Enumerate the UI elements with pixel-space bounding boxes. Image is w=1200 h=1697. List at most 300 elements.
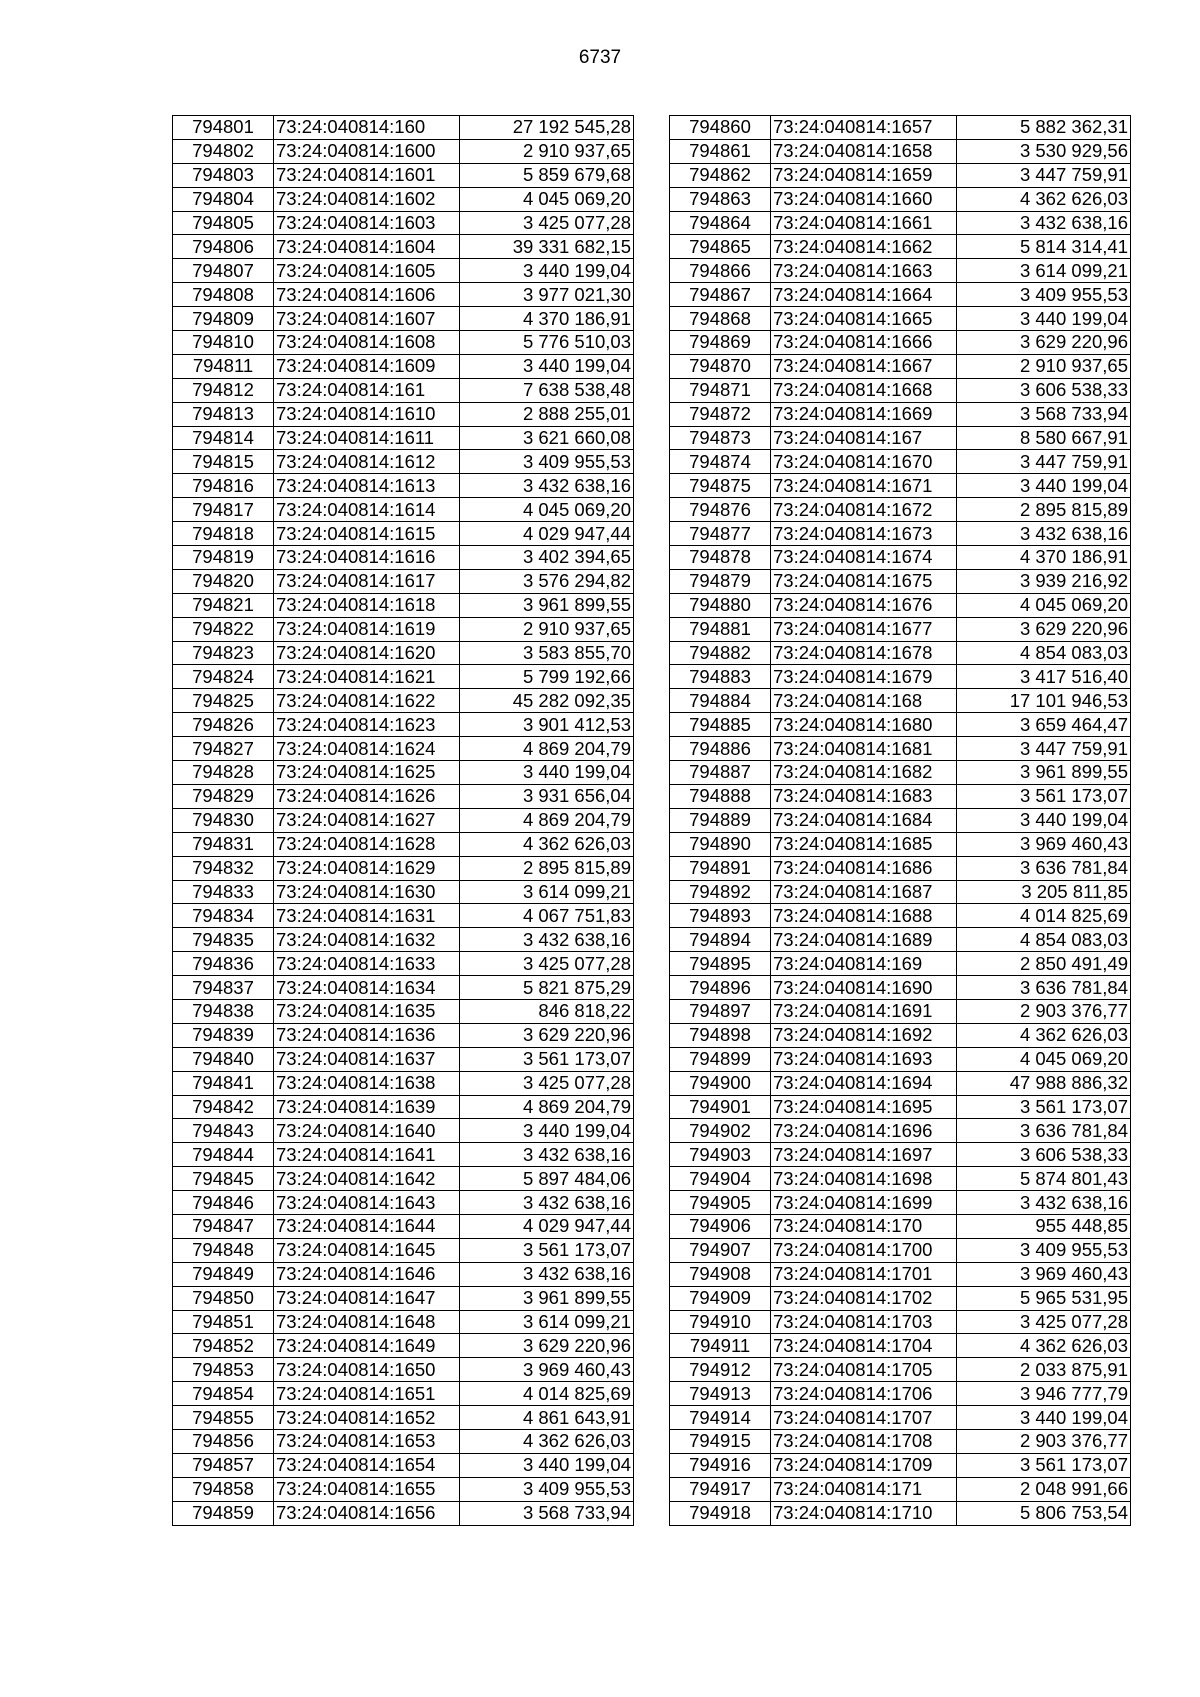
- cadastral-number-cell: 73:24:040814:1680: [771, 713, 957, 737]
- row-number-cell: 794898: [670, 1023, 771, 1047]
- value-cell: 5 882 362,31: [957, 116, 1131, 140]
- value-cell: 3 417 516,40: [957, 665, 1131, 689]
- cadastral-number-cell: 73:24:040814:1636: [274, 1023, 460, 1047]
- value-cell: 2 910 937,65: [460, 617, 634, 641]
- row-number-cell: 794881: [670, 617, 771, 641]
- cadastral-number-cell: 73:24:040814:1602: [274, 187, 460, 211]
- value-cell: 3 440 199,04: [460, 259, 634, 283]
- table-row: [670, 1023, 1131, 1047]
- table-row: [670, 426, 1131, 450]
- cadastral-number-cell: 73:24:040814:1616: [274, 546, 460, 570]
- row-number-cell: 794879: [670, 569, 771, 593]
- table-row: [173, 498, 634, 522]
- value-cell: 3 969 460,43: [957, 1262, 1131, 1286]
- value-cell: 2 903 376,77: [957, 1429, 1131, 1453]
- table-row: [670, 904, 1131, 928]
- cadastral-number-cell: 73:24:040814:1627: [274, 808, 460, 832]
- value-cell: 4 014 825,69: [460, 1382, 634, 1406]
- table-row: [173, 1238, 634, 1262]
- value-cell: 4 869 204,79: [460, 1095, 634, 1119]
- table-row: [670, 1238, 1131, 1262]
- cadastral-number-cell: 73:24:040814:1676: [771, 593, 957, 617]
- row-number-cell: 794868: [670, 307, 771, 331]
- cadastral-number-cell: 73:24:040814:1692: [771, 1023, 957, 1047]
- value-cell: 4 854 083,03: [957, 928, 1131, 952]
- table-row: [173, 1214, 634, 1238]
- cadastral-number-cell: 73:24:040814:1607: [274, 307, 460, 331]
- value-cell: 4 869 204,79: [460, 737, 634, 761]
- value-cell: 17 101 946,53: [957, 689, 1131, 713]
- value-cell: 2 033 875,91: [957, 1358, 1131, 1382]
- row-number-cell: 794893: [670, 904, 771, 928]
- cadastral-number-cell: 73:24:040814:1675: [771, 569, 957, 593]
- cadastral-number-cell: 73:24:040814:1619: [274, 617, 460, 641]
- value-cell: 5 799 192,66: [460, 665, 634, 689]
- row-number-cell: 794846: [173, 1191, 274, 1215]
- row-number-cell: 794818: [173, 522, 274, 546]
- value-cell: 7 638 538,48: [460, 378, 634, 402]
- value-cell: 3 205 811,85: [957, 880, 1131, 904]
- value-cell: 3 606 538,33: [957, 1143, 1131, 1167]
- cadastral-table-left: [172, 115, 634, 1526]
- row-number-cell: 794888: [670, 784, 771, 808]
- value-cell: 2 895 815,89: [957, 498, 1131, 522]
- row-number-cell: 794867: [670, 283, 771, 307]
- value-cell: 2 850 491,49: [957, 952, 1131, 976]
- cadastral-number-cell: 73:24:040814:1648: [274, 1310, 460, 1334]
- table-row: [173, 617, 634, 641]
- cadastral-number-cell: 73:24:040814:1639: [274, 1095, 460, 1119]
- value-cell: 3 561 173,07: [957, 1453, 1131, 1477]
- table-row: [670, 1214, 1131, 1238]
- cadastral-number-cell: 73:24:040814:1682: [771, 761, 957, 785]
- value-cell: 955 448,85: [957, 1214, 1131, 1238]
- table-row: [670, 1262, 1131, 1286]
- table-row: [173, 593, 634, 617]
- row-number-cell: 794840: [173, 1047, 274, 1071]
- table-row: [670, 1047, 1131, 1071]
- table-row: [173, 1191, 634, 1215]
- cadastral-number-cell: 73:24:040814:1665: [771, 307, 957, 331]
- value-cell: 5 897 484,06: [460, 1167, 634, 1191]
- table-row: [173, 211, 634, 235]
- cadastral-number-cell: 73:24:040814:1658: [771, 139, 957, 163]
- row-number-cell: 794813: [173, 402, 274, 426]
- table-row: [670, 808, 1131, 832]
- value-cell: 4 854 083,03: [957, 641, 1131, 665]
- table-row: [670, 1453, 1131, 1477]
- table-row: [670, 450, 1131, 474]
- table-body-right: [670, 116, 1131, 1526]
- table-row: [173, 1453, 634, 1477]
- table-row: [670, 593, 1131, 617]
- cadastral-number-cell: 73:24:040814:1663: [771, 259, 957, 283]
- table-row: [173, 331, 634, 355]
- table-row: [173, 426, 634, 450]
- cadastral-number-cell: 73:24:040814:1671: [771, 474, 957, 498]
- row-number-cell: 794833: [173, 880, 274, 904]
- value-cell: 3 561 173,07: [460, 1238, 634, 1262]
- value-cell: 4 362 626,03: [957, 1334, 1131, 1358]
- cadastral-number-cell: 73:24:040814:1695: [771, 1095, 957, 1119]
- cadastral-number-cell: 73:24:040814:1631: [274, 904, 460, 928]
- row-number-cell: 794839: [173, 1023, 274, 1047]
- value-cell: 4 045 069,20: [957, 593, 1131, 617]
- table-row: [670, 761, 1131, 785]
- value-cell: 5 814 314,41: [957, 235, 1131, 259]
- table-row: [173, 1406, 634, 1430]
- cadastral-number-cell: 73:24:040814:1652: [274, 1406, 460, 1430]
- row-number-cell: 794856: [173, 1429, 274, 1453]
- cadastral-number-cell: 73:24:040814:1662: [771, 235, 957, 259]
- row-number-cell: 794886: [670, 737, 771, 761]
- page-number: 6737: [578, 47, 622, 68]
- value-cell: 4 045 069,20: [460, 498, 634, 522]
- table-row: [173, 474, 634, 498]
- table-row: [173, 784, 634, 808]
- cadastral-number-cell: 73:24:040814:1667: [771, 354, 957, 378]
- row-number-cell: 794845: [173, 1167, 274, 1191]
- table-row: [173, 259, 634, 283]
- row-number-cell: 794801: [173, 116, 274, 140]
- value-cell: 4 045 069,20: [957, 1047, 1131, 1071]
- value-cell: 3 432 638,16: [957, 211, 1131, 235]
- row-number-cell: 794817: [173, 498, 274, 522]
- table-row: [670, 856, 1131, 880]
- cadastral-number-cell: 73:24:040814:1628: [274, 832, 460, 856]
- value-cell: 3 568 733,94: [460, 1501, 634, 1525]
- table-row: [173, 1334, 634, 1358]
- cadastral-number-cell: 73:24:040814:1643: [274, 1191, 460, 1215]
- row-number-cell: 794903: [670, 1143, 771, 1167]
- table-row: [173, 665, 634, 689]
- row-number-cell: 794913: [670, 1382, 771, 1406]
- cadastral-number-cell: 73:24:040814:1708: [771, 1429, 957, 1453]
- cadastral-number-cell: 73:24:040814:1698: [771, 1167, 957, 1191]
- table-row: [173, 952, 634, 976]
- row-number-cell: 794827: [173, 737, 274, 761]
- cadastral-number-cell: 73:24:040814:1610: [274, 402, 460, 426]
- row-number-cell: 794863: [670, 187, 771, 211]
- value-cell: 4 861 643,91: [460, 1406, 634, 1430]
- row-number-cell: 794843: [173, 1119, 274, 1143]
- row-number-cell: 794906: [670, 1214, 771, 1238]
- cadastral-number-cell: 73:24:040814:1646: [274, 1262, 460, 1286]
- value-cell: 2 910 937,65: [957, 354, 1131, 378]
- value-cell: 3 576 294,82: [460, 569, 634, 593]
- table-row: [173, 1023, 634, 1047]
- value-cell: 3 409 955,53: [957, 283, 1131, 307]
- row-number-cell: 794912: [670, 1358, 771, 1382]
- cadastral-number-cell: 73:24:040814:1633: [274, 952, 460, 976]
- row-number-cell: 794892: [670, 880, 771, 904]
- row-number-cell: 794838: [173, 999, 274, 1023]
- value-cell: 3 561 173,07: [460, 1047, 634, 1071]
- value-cell: 47 988 886,32: [957, 1071, 1131, 1095]
- value-cell: 3 969 460,43: [460, 1358, 634, 1382]
- value-cell: 5 806 753,54: [957, 1501, 1131, 1525]
- cadastral-number-cell: 73:24:040814:1623: [274, 713, 460, 737]
- cadastral-number-cell: 73:24:040814:171: [771, 1477, 957, 1501]
- cadastral-number-cell: 73:24:040814:1611: [274, 426, 460, 450]
- row-number-cell: 794862: [670, 163, 771, 187]
- value-cell: 3 440 199,04: [957, 307, 1131, 331]
- row-number-cell: 794823: [173, 641, 274, 665]
- table-row: [173, 1310, 634, 1334]
- cadastral-number-cell: 73:24:040814:1651: [274, 1382, 460, 1406]
- table-row: [670, 378, 1131, 402]
- cadastral-number-cell: 73:24:040814:1650: [274, 1358, 460, 1382]
- cadastral-number-cell: 73:24:040814:1637: [274, 1047, 460, 1071]
- cadastral-number-cell: 73:24:040814:169: [771, 952, 957, 976]
- value-cell: 3 440 199,04: [957, 1406, 1131, 1430]
- value-cell: 3 440 199,04: [460, 761, 634, 785]
- table-row: [670, 737, 1131, 761]
- row-number-cell: 794858: [173, 1477, 274, 1501]
- row-number-cell: 794866: [670, 259, 771, 283]
- cadastral-number-cell: 73:24:040814:1686: [771, 856, 957, 880]
- value-cell: 5 776 510,03: [460, 331, 634, 355]
- cadastral-number-cell: 73:24:040814:1620: [274, 641, 460, 665]
- value-cell: 3 969 460,43: [957, 832, 1131, 856]
- value-cell: 4 362 626,03: [957, 1023, 1131, 1047]
- row-number-cell: 794844: [173, 1143, 274, 1167]
- row-number-cell: 794883: [670, 665, 771, 689]
- value-cell: 3 901 412,53: [460, 713, 634, 737]
- cadastral-table-right: [669, 115, 1131, 1526]
- table-row: [173, 116, 634, 140]
- value-cell: 3 629 220,96: [460, 1023, 634, 1047]
- row-number-cell: 794812: [173, 378, 274, 402]
- row-number-cell: 794809: [173, 307, 274, 331]
- value-cell: 3 440 199,04: [460, 1119, 634, 1143]
- cadastral-number-cell: 73:24:040814:1603: [274, 211, 460, 235]
- table-row: [173, 1143, 634, 1167]
- cadastral-number-cell: 73:24:040814:1635: [274, 999, 460, 1023]
- row-number-cell: 794869: [670, 331, 771, 355]
- cadastral-number-cell: 73:24:040814:1696: [771, 1119, 957, 1143]
- row-number-cell: 794819: [173, 546, 274, 570]
- cadastral-number-cell: 73:24:040814:1647: [274, 1286, 460, 1310]
- cadastral-number-cell: 73:24:040814:1688: [771, 904, 957, 928]
- row-number-cell: 794806: [173, 235, 274, 259]
- table-row: [173, 1262, 634, 1286]
- row-number-cell: 794842: [173, 1095, 274, 1119]
- table-row: [173, 904, 634, 928]
- value-cell: 3 447 759,91: [957, 163, 1131, 187]
- value-cell: 2 910 937,65: [460, 139, 634, 163]
- table-row: [670, 928, 1131, 952]
- value-cell: 3 568 733,94: [957, 402, 1131, 426]
- cadastral-number-cell: 73:24:040814:1654: [274, 1453, 460, 1477]
- cadastral-number-cell: 73:24:040814:1707: [771, 1406, 957, 1430]
- table-row: [670, 1095, 1131, 1119]
- row-number-cell: 794855: [173, 1406, 274, 1430]
- table-row: [670, 1167, 1131, 1191]
- row-number-cell: 794864: [670, 211, 771, 235]
- table-row: [670, 235, 1131, 259]
- value-cell: 39 331 682,15: [460, 235, 634, 259]
- value-cell: 4 045 069,20: [460, 187, 634, 211]
- cadastral-number-cell: 73:24:040814:1684: [771, 808, 957, 832]
- table-row: [670, 976, 1131, 1000]
- value-cell: 3 530 929,56: [957, 139, 1131, 163]
- row-number-cell: 794915: [670, 1429, 771, 1453]
- table-row: [670, 689, 1131, 713]
- cadastral-number-cell: 73:24:040814:1609: [274, 354, 460, 378]
- table-row: [670, 784, 1131, 808]
- table-row: [173, 163, 634, 187]
- cadastral-number-cell: 73:24:040814:1666: [771, 331, 957, 355]
- row-number-cell: 794894: [670, 928, 771, 952]
- value-cell: 3 961 899,55: [460, 1286, 634, 1310]
- row-number-cell: 794854: [173, 1382, 274, 1406]
- row-number-cell: 794884: [670, 689, 771, 713]
- value-cell: 3 614 099,21: [957, 259, 1131, 283]
- cadastral-number-cell: 73:24:040814:1655: [274, 1477, 460, 1501]
- row-number-cell: 794847: [173, 1214, 274, 1238]
- value-cell: 3 425 077,28: [460, 1071, 634, 1095]
- table-row: [173, 307, 634, 331]
- cadastral-number-cell: 73:24:040814:1661: [771, 211, 957, 235]
- row-number-cell: 794890: [670, 832, 771, 856]
- table-row: [670, 402, 1131, 426]
- cadastral-number-cell: 73:24:040814:1705: [771, 1358, 957, 1382]
- row-number-cell: 794830: [173, 808, 274, 832]
- value-cell: 3 636 781,84: [957, 1119, 1131, 1143]
- table-row: [173, 1119, 634, 1143]
- row-number-cell: 794887: [670, 761, 771, 785]
- cadastral-number-cell: 73:24:040814:1653: [274, 1429, 460, 1453]
- value-cell: 3 636 781,84: [957, 856, 1131, 880]
- row-number-cell: 794878: [670, 546, 771, 570]
- row-number-cell: 794824: [173, 665, 274, 689]
- value-cell: 3 440 199,04: [957, 808, 1131, 832]
- cadastral-number-cell: 73:24:040814:1700: [771, 1238, 957, 1262]
- table-row: [173, 999, 634, 1023]
- value-cell: 3 583 855,70: [460, 641, 634, 665]
- value-cell: 27 192 545,28: [460, 116, 634, 140]
- table-row: [173, 737, 634, 761]
- cadastral-number-cell: 73:24:040814:1690: [771, 976, 957, 1000]
- row-number-cell: 794902: [670, 1119, 771, 1143]
- table-row: [670, 952, 1131, 976]
- table-row: [670, 1406, 1131, 1430]
- row-number-cell: 794831: [173, 832, 274, 856]
- table-row: [670, 880, 1131, 904]
- table-row: [670, 1143, 1131, 1167]
- cadastral-number-cell: 73:24:040814:1606: [274, 283, 460, 307]
- row-number-cell: 794899: [670, 1047, 771, 1071]
- row-number-cell: 794900: [670, 1071, 771, 1095]
- cadastral-number-cell: 73:24:040814:168: [771, 689, 957, 713]
- row-number-cell: 794914: [670, 1406, 771, 1430]
- table-row: [670, 713, 1131, 737]
- value-cell: 5 965 531,95: [957, 1286, 1131, 1310]
- row-number-cell: 794885: [670, 713, 771, 737]
- value-cell: 846 818,22: [460, 999, 634, 1023]
- value-cell: 4 370 186,91: [460, 307, 634, 331]
- table-row: [670, 116, 1131, 140]
- row-number-cell: 794811: [173, 354, 274, 378]
- row-number-cell: 794807: [173, 259, 274, 283]
- value-cell: 3 432 638,16: [460, 474, 634, 498]
- cadastral-number-cell: 73:24:040814:1626: [274, 784, 460, 808]
- row-number-cell: 794804: [173, 187, 274, 211]
- row-number-cell: 794835: [173, 928, 274, 952]
- table-row: [670, 641, 1131, 665]
- row-number-cell: 794910: [670, 1310, 771, 1334]
- row-number-cell: 794822: [173, 617, 274, 641]
- value-cell: 2 895 815,89: [460, 856, 634, 880]
- row-number-cell: 794814: [173, 426, 274, 450]
- value-cell: 5 874 801,43: [957, 1167, 1131, 1191]
- table-row: [173, 1429, 634, 1453]
- value-cell: 3 629 220,96: [957, 331, 1131, 355]
- table-row: [670, 665, 1131, 689]
- row-number-cell: 794875: [670, 474, 771, 498]
- value-cell: 3 409 955,53: [460, 450, 634, 474]
- cadastral-number-cell: 73:24:040814:1645: [274, 1238, 460, 1262]
- table-row: [173, 139, 634, 163]
- value-cell: 4 067 751,83: [460, 904, 634, 928]
- row-number-cell: 794803: [173, 163, 274, 187]
- cadastral-number-cell: 73:24:040814:1621: [274, 665, 460, 689]
- table-row: [173, 546, 634, 570]
- value-cell: 3 425 077,28: [460, 952, 634, 976]
- row-number-cell: 794877: [670, 522, 771, 546]
- value-cell: 3 440 199,04: [460, 1453, 634, 1477]
- table-row: [173, 976, 634, 1000]
- row-number-cell: 794891: [670, 856, 771, 880]
- row-number-cell: 794829: [173, 784, 274, 808]
- row-number-cell: 794859: [173, 1501, 274, 1525]
- table-row: [173, 832, 634, 856]
- table-row: [173, 880, 634, 904]
- table-row: [670, 1477, 1131, 1501]
- value-cell: 3 425 077,28: [957, 1310, 1131, 1334]
- row-number-cell: 794882: [670, 641, 771, 665]
- row-number-cell: 794904: [670, 1167, 771, 1191]
- value-cell: 3 432 638,16: [460, 1191, 634, 1215]
- cadastral-number-cell: 73:24:040814:1699: [771, 1191, 957, 1215]
- table-row: [670, 1358, 1131, 1382]
- row-number-cell: 794834: [173, 904, 274, 928]
- cadastral-number-cell: 73:24:040814:1670: [771, 450, 957, 474]
- cadastral-number-cell: 73:24:040814:1624: [274, 737, 460, 761]
- cadastral-number-cell: 73:24:040814:1604: [274, 235, 460, 259]
- value-cell: 5 821 875,29: [460, 976, 634, 1000]
- row-number-cell: 794853: [173, 1358, 274, 1382]
- table-body-left: [173, 116, 634, 1526]
- table-row: [173, 713, 634, 737]
- value-cell: 4 362 626,03: [957, 187, 1131, 211]
- value-cell: 3 402 394,65: [460, 546, 634, 570]
- row-number-cell: 794901: [670, 1095, 771, 1119]
- row-number-cell: 794820: [173, 569, 274, 593]
- table-row: [670, 163, 1131, 187]
- value-cell: 3 606 538,33: [957, 378, 1131, 402]
- value-cell: 45 282 092,35: [460, 689, 634, 713]
- cadastral-number-cell: 73:24:040814:1622: [274, 689, 460, 713]
- table-row: [173, 1167, 634, 1191]
- table-row: [173, 1095, 634, 1119]
- cadastral-number-cell: 73:24:040814:1644: [274, 1214, 460, 1238]
- value-cell: 3 440 199,04: [957, 474, 1131, 498]
- table-row: [173, 1071, 634, 1095]
- table-row: [670, 283, 1131, 307]
- row-number-cell: 794836: [173, 952, 274, 976]
